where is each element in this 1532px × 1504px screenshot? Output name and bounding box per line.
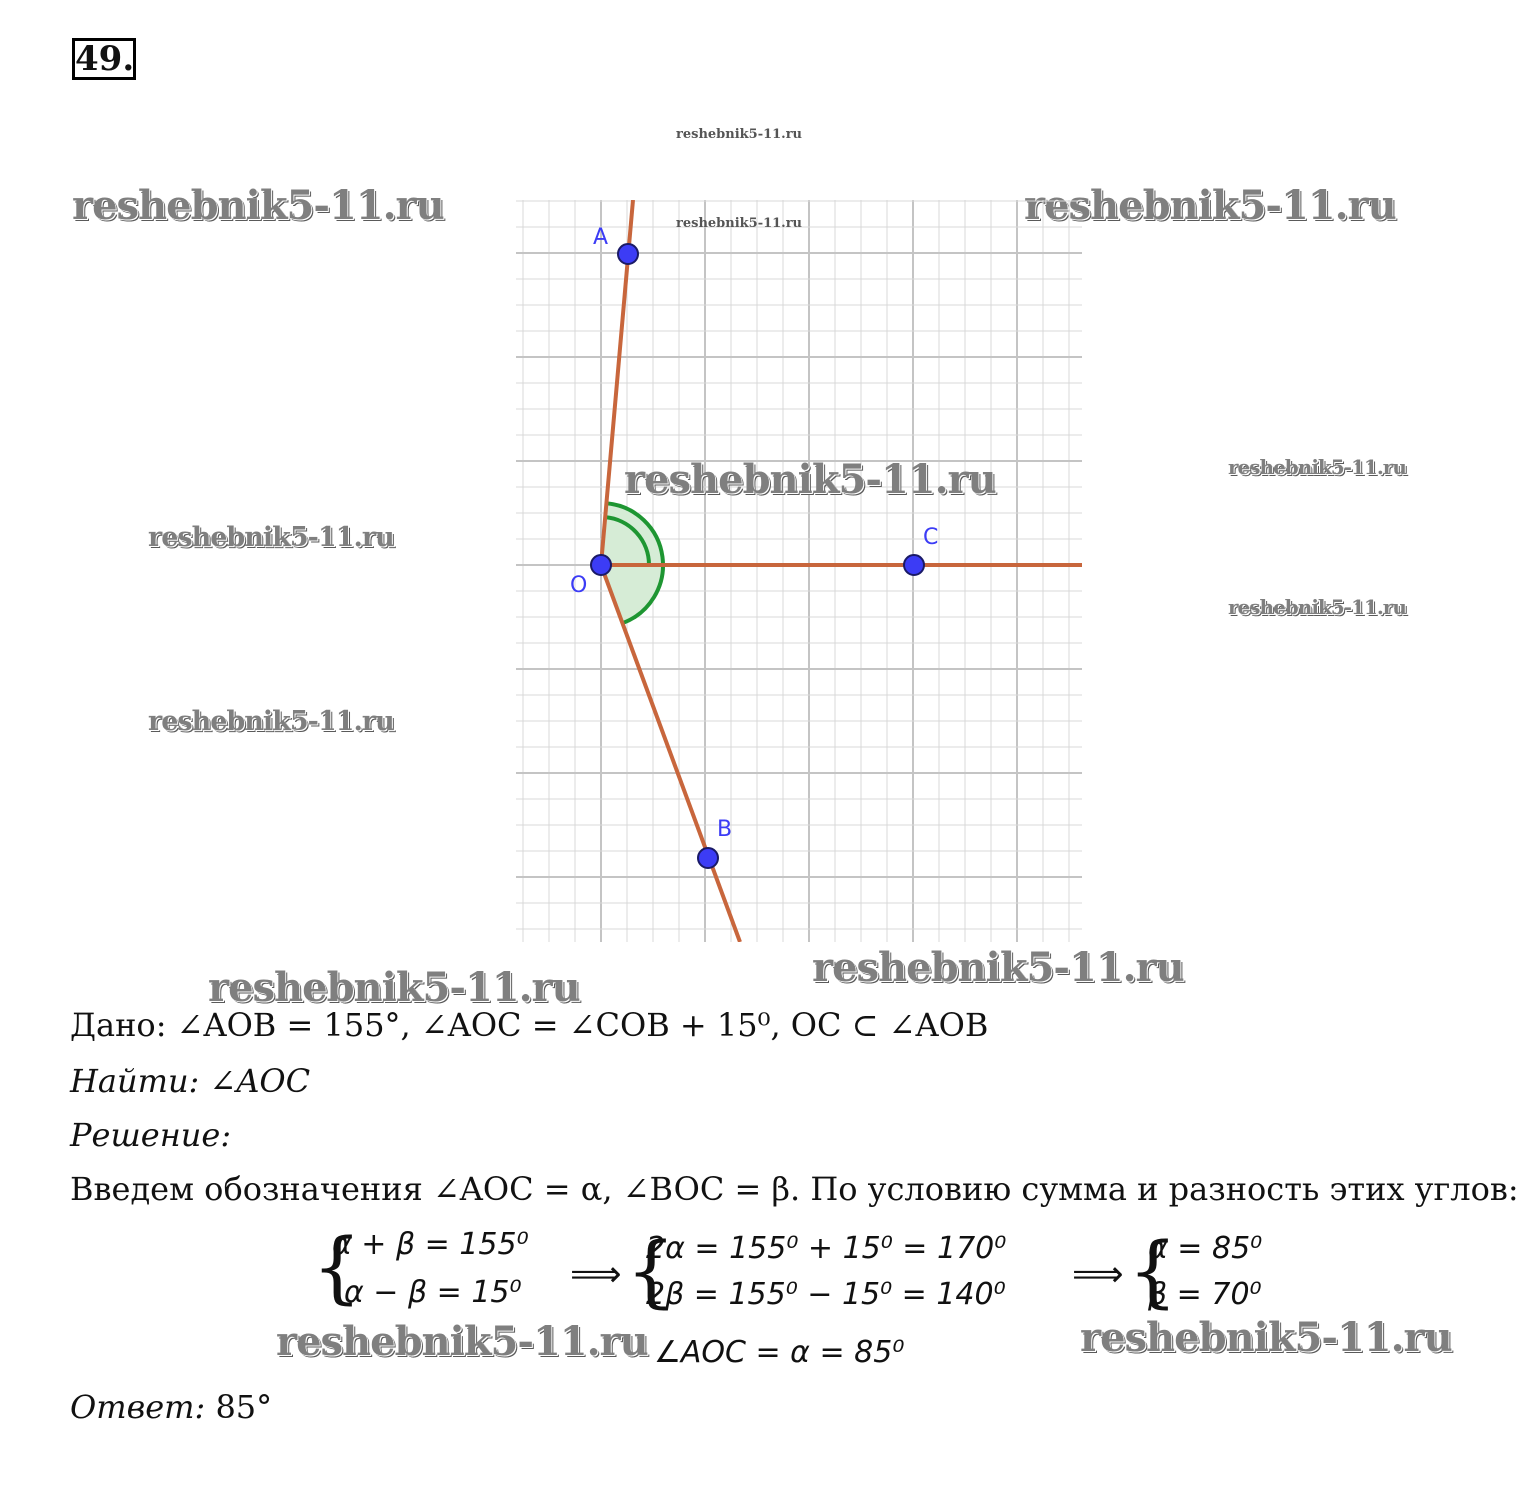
label-c: C [923,525,939,550]
intro-line: Введем обозначения ∠AOC = α, ∠BOC = β. По условию сумма и разность этих углов: [70,1170,1519,1208]
implies-arrow: ⟹ [570,1254,622,1295]
label-o: O [570,573,588,598]
label-a: A [593,225,609,250]
equation: 2β = 155⁰ − 15⁰ = 140⁰ [646,1277,1006,1312]
label-b: B [717,817,733,842]
equation-system-1: { α + β = 155⁰ α − β = 15⁰ [312,1222,572,1318]
equation: 2α = 155⁰ + 15⁰ = 170⁰ [646,1231,1007,1266]
angle-diagram [516,200,1082,942]
watermark: reshebnik5-11.ru [1228,595,1406,619]
ray-ob [601,565,740,942]
result-equation: ∠AOC = α = 85⁰ [654,1335,905,1370]
find-line: Найти: ∠AOC [70,1062,311,1100]
equation-system-3: { α = 85⁰ β = 70⁰ [1128,1227,1263,1317]
equation: α = 85⁰ [1148,1231,1263,1266]
answer-line [70,1388,272,1426]
point-c [904,555,924,575]
equation: α − β = 15⁰ [344,1275,522,1310]
watermark: reshebnik5-11.ru [208,964,580,1011]
point-a [618,244,638,264]
answer-label: Ответ: [70,1388,206,1426]
equation: α + β = 155⁰ [332,1227,529,1262]
implies-arrow: ⟹ [1072,1254,1124,1295]
watermark: reshebnik5-11.ru [676,127,803,142]
watermark: reshebnik5-11.ru [72,182,444,229]
solution-heading: Решение: [70,1116,232,1154]
watermark: reshebnik5-11.ru [624,456,996,503]
equation: β = 70⁰ [1148,1277,1262,1312]
problem-number: 49. [72,38,136,80]
watermark: reshebnik5-11.ru [1080,1314,1452,1361]
watermark: reshebnik5-11.ru [1228,455,1406,479]
given-line: Дано: ∠AOB = 155°, ∠AOC = ∠COB + 15⁰, OC ⊂ ∠AOB [70,1006,989,1044]
watermark: reshebnik5-11.ru [812,944,1184,991]
point-b [698,848,718,868]
watermark: reshebnik5-11.ru [148,706,394,737]
watermark: reshebnik5-11.ru [148,522,394,553]
watermark: reshebnik5-11.ru [1024,182,1396,229]
watermark: reshebnik5-11.ru [276,1318,648,1365]
answer-value: 85° [215,1388,273,1426]
equation-system-2: { 2α = 155⁰ + 15⁰ = 170⁰ 2β = 155⁰ − 15⁰ = 140⁰ [626,1227,1007,1317]
watermark: reshebnik5-11.ru [676,216,803,231]
point-o [591,555,611,575]
